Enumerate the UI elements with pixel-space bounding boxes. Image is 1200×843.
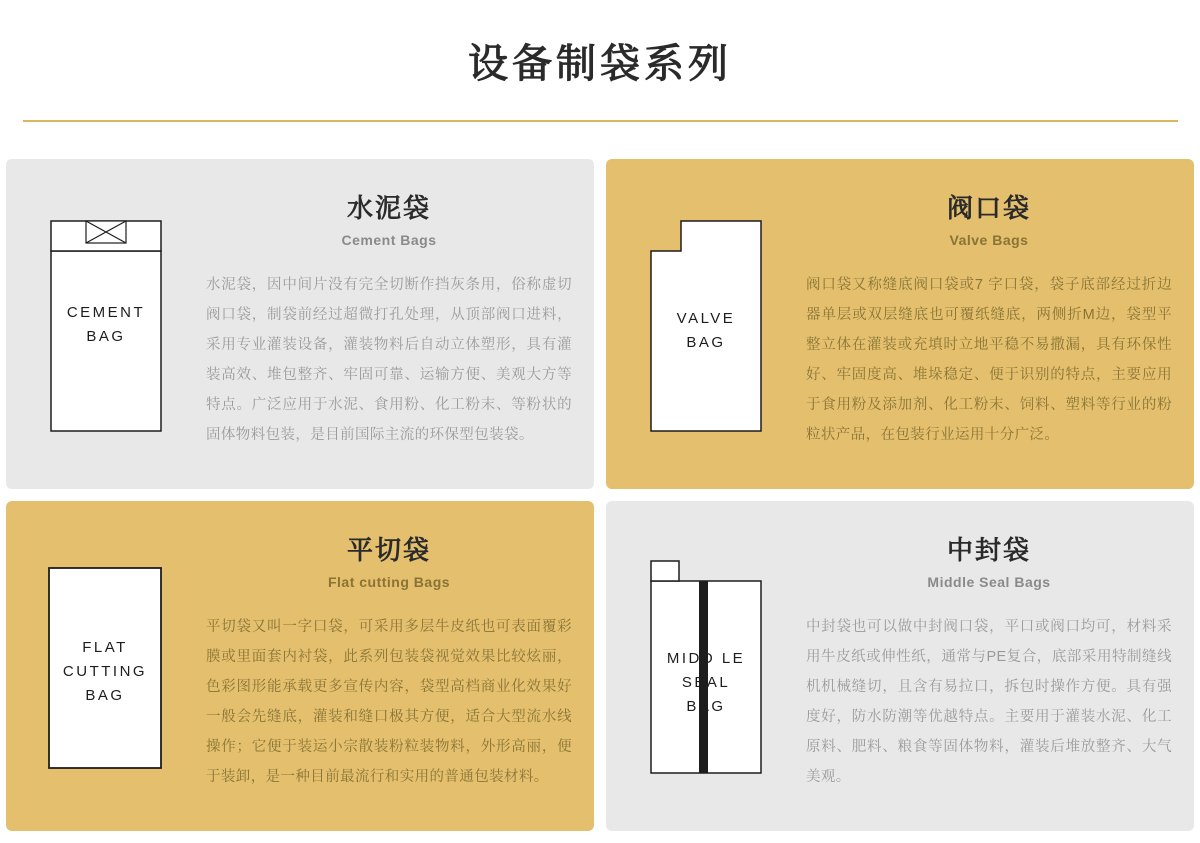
page-header	[0, 0, 1200, 122]
flat-cutting-bag-illustration	[6, 501, 206, 831]
product-card-middle-seal-bags[interactable]	[606, 501, 1194, 831]
product-card-cement-bags[interactable]	[6, 159, 594, 489]
middle-seal-bag-title: 中封袋	[946, 535, 1031, 565]
cement-bag-subtitle: Cement Bags	[341, 232, 437, 249]
valve-bag-icon	[621, 211, 791, 441]
middle-seal-bag-illustration	[606, 501, 806, 831]
valve-bag-description: 阀口袋又称缝底阀口袋或7 字口袋，袋子底部经过折边器单层或双层缝底也可覆纸缝底，两侧折M边，袋型平整立体在灌装或充填时立地平稳不易撒漏，具有环保性好、牢固度高、堆垛稳定、便于识别的特点，主要应用于食用粉及添加剂、化工粉末、饲料、塑料等行业的粉粒状产品，在包装行业运用十分广泛。	[806, 277, 1172, 444]
header-divider	[23, 120, 1178, 122]
page-title: 设备制袋系列	[468, 42, 732, 86]
valve-bag-title: 阀口袋	[946, 193, 1031, 223]
valve-bag-content	[806, 159, 1194, 450]
middle-seal-bag-content	[806, 501, 1194, 792]
middle-seal-bag-art-text-line-1: MIDD LE	[666, 650, 746, 667]
cement-bag-title: 水泥袋	[346, 193, 431, 223]
middle-seal-bag-icon	[621, 553, 791, 783]
product-card-grid	[6, 159, 1194, 831]
middle-seal-bag-subtitle: Middle Seal Bags	[927, 574, 1051, 591]
flat-cutting-bag-art-text-line-1: FLAT	[82, 639, 128, 656]
valve-bag-art-text-line-1: VALVE	[676, 310, 736, 327]
cement-bag-icon	[21, 211, 191, 441]
cement-bag-illustration	[6, 159, 206, 489]
product-card-flat-cutting-bags[interactable]	[6, 501, 594, 831]
cement-bag-art-text-line-2: BAG	[86, 328, 126, 345]
flat-cutting-bag-icon	[21, 553, 191, 783]
cement-bag-art-text-line-1: CEMENT	[66, 304, 146, 321]
middle-seal-bag-description: 中封袋也可以做中封阀口袋，平口或阀口均可，材料采用牛皮纸或伸性纸，通常与PE复合，底部采用特制缝线机机械缝切，且含有易拉口，拆包时操作方便。具有强度好，防水防潮等优越特点。主要用于灌装水泥、化工原料、肥料、粮食等固体物料，灌装后堆放整齐、大气美观。	[806, 619, 1172, 786]
flat-cutting-bag-subtitle: Flat cutting Bags	[327, 574, 451, 591]
cement-bag-description: 水泥袋，因中间片没有完全切断作挡灰条用，俗称虚切阀口袋，制袋前经过超微打孔处理，从顶部阀口进料，采用专业灌装设备，灌装物料后自动立体塑形，具有灌装高效、堆包整齐、牢固可靠、运输方便、美观大方等特点。广泛应用于水泥、食用粉、化工粉末、等粉状的固体物料包装，是目前国际主流的环保型包装袋。	[206, 277, 572, 444]
valve-bag-subtitle: Valve Bags	[949, 232, 1029, 249]
valve-bag-illustration	[606, 159, 806, 489]
flat-cutting-bag-art-text-line-2: CUTTING	[62, 663, 148, 680]
flat-cutting-bag-description: 平切袋又叫一字口袋，可采用多层牛皮纸也可表面覆彩膜或里面套内衬袋，此系列包装袋视觉效果比较炫丽，色彩图形能承载更多宣传内容，袋型高档商业化效果好一般会先缝底，灌装和缝口极其方便，适合大型流水线操作；它便于装运小宗散装粉粒装物料，外形高丽，便于装卸，是一种目前最流行和实用的普通包装材料。	[206, 619, 572, 786]
product-card-valve-bags[interactable]	[606, 159, 1194, 489]
flat-cutting-bag-title: 平切袋	[346, 535, 431, 565]
valve-bag-art-text-line-2: BAG	[686, 334, 726, 351]
middle-seal-bag-art-text-line-2: SEAL	[681, 674, 731, 691]
cement-bag-content	[206, 159, 594, 450]
middle-seal-bag-art-text-line-3: BAG	[686, 698, 726, 715]
flat-cutting-bag-art-text-line-3: BAG	[85, 687, 125, 704]
flat-cutting-bag-content	[206, 501, 594, 792]
